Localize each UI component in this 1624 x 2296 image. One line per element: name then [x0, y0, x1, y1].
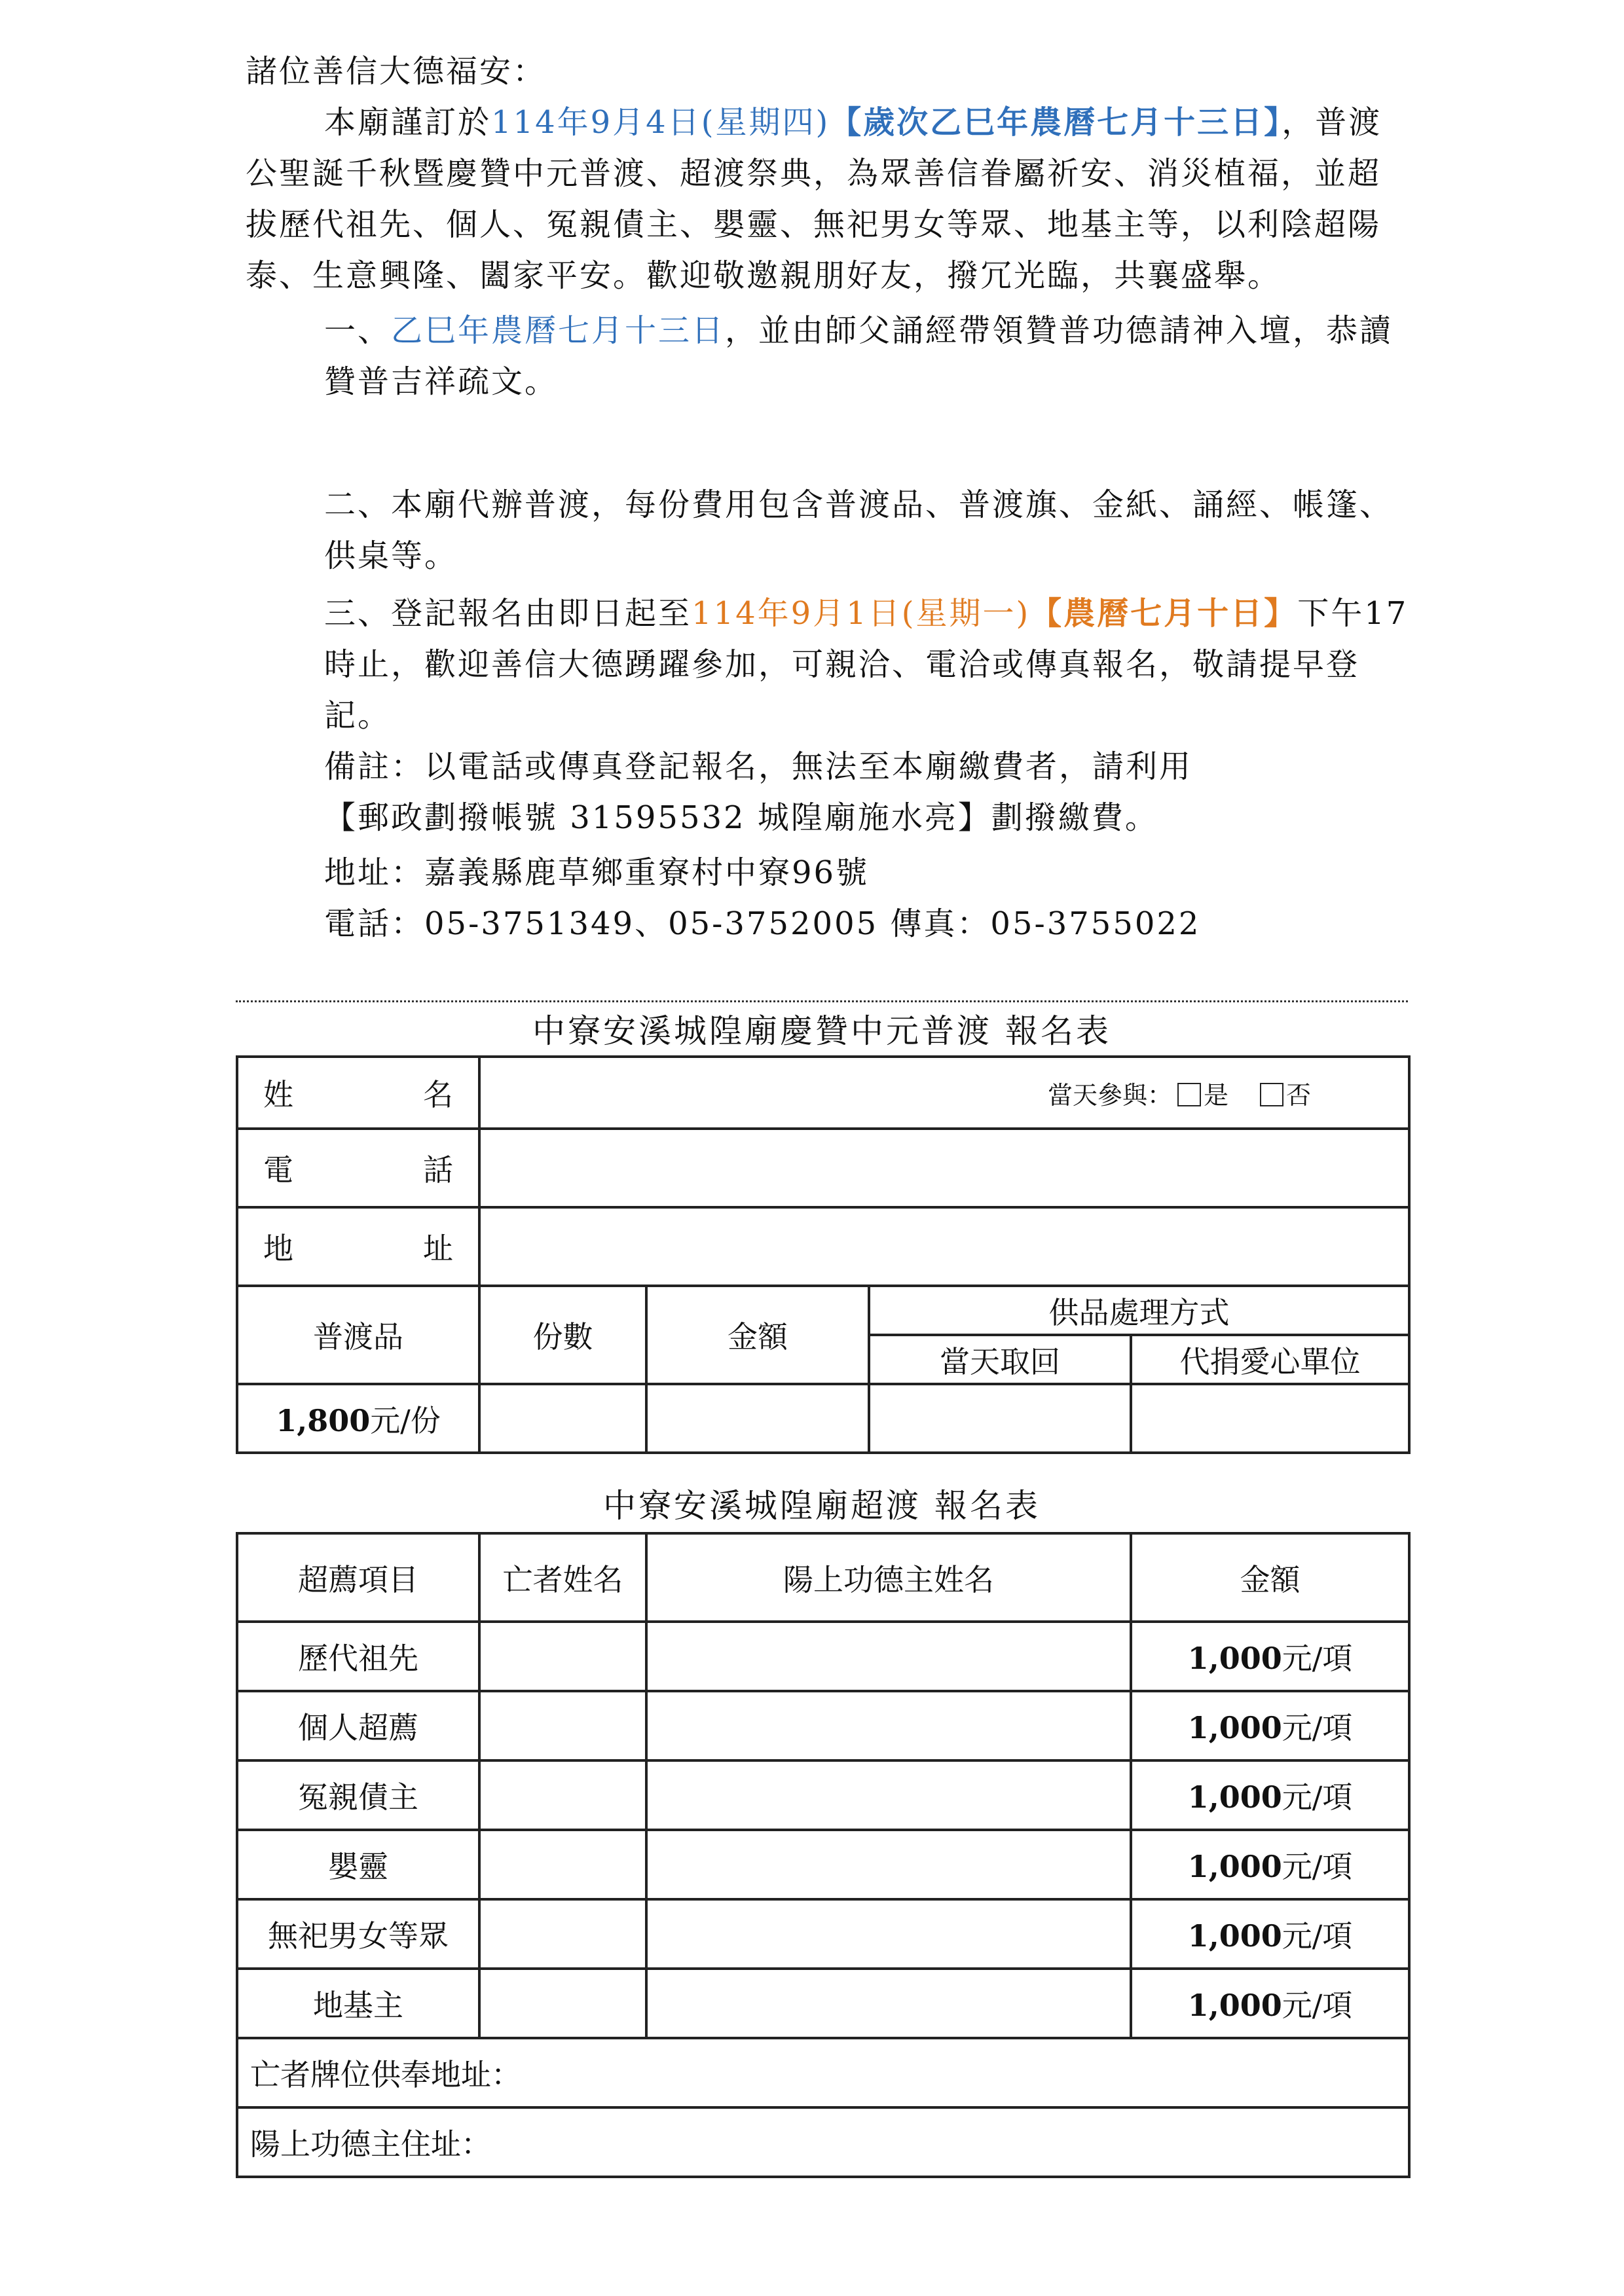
phone-label-char2: 話: [423, 1152, 453, 1188]
paragraph-1: [246, 97, 1411, 301]
intro-text: [246, 46, 1411, 949]
sponsor-field[interactable]: [646, 1760, 1131, 1830]
col-fee-header: 金額: [1131, 1533, 1409, 1622]
offering-price-number: 1,800: [276, 1402, 371, 1438]
event-lunar-date: 【歲次乙巳年農曆七月十三日】: [830, 104, 1282, 141]
pickup-field[interactable]: [869, 1384, 1131, 1453]
ritual-fee-unit: 元/項: [1282, 1849, 1353, 1884]
item-3-body: 下午17時止，歡迎善信大德踴躍參加，可親洽、電洽或傳真報名，敬請提早登記。: [324, 595, 1409, 734]
amount-field[interactable]: [646, 1384, 869, 1453]
table-row: [237, 1691, 1409, 1760]
attend-yes-checkbox[interactable]: [1177, 1083, 1201, 1106]
address-label: [237, 1207, 479, 1286]
item-2: 二、本廟代辦普渡，每份費用包含普渡品、普渡旗、金紙、誦經、帳篷、供桌等。: [324, 486, 1393, 574]
ritual-fee: [1131, 1622, 1409, 1691]
qty-field[interactable]: [479, 1384, 646, 1453]
deceased-field[interactable]: [479, 1622, 646, 1691]
ritual-item: 冤親債主: [237, 1760, 479, 1830]
deceased-field[interactable]: [479, 1899, 646, 1969]
event-date: 114年9月4日(星期四): [491, 104, 830, 141]
phone-label: [237, 1129, 479, 1207]
col-ritual-header: 超薦項目: [237, 1533, 479, 1622]
table-row: [237, 1760, 1409, 1830]
col-handling-header: 供品處理方式: [869, 1286, 1409, 1335]
item-1-prefix: 一、: [324, 312, 392, 349]
deceased-field[interactable]: [479, 1760, 646, 1830]
address-label-char2: 址: [423, 1231, 453, 1266]
note-line-2: 【郵政劃撥帳號 31595532 城隍廟施水亮】劃撥繳費。: [324, 799, 1158, 836]
col-qty-header: 份數: [479, 1286, 646, 1384]
note-line-1: 備註：以電話或傳真登記報名，無法至本廟繳費者，請利用: [324, 748, 1193, 785]
ritual-fee: [1131, 1899, 1409, 1969]
ritual-fee: [1131, 1969, 1409, 2038]
ritual-fee-number: 1,000: [1187, 1918, 1282, 1954]
p1-body: ，普渡公聖誕千秋暨慶贊中元普渡、超渡祭典，為眾善信眷屬祈安、消災植福，並超拔歷代祖先、個人、冤親債主、嬰靈、無祀男女等眾、地基主等，以利陰超陽泰、生意興隆、闔家平安。歡迎敬邀親朋好友，撥冗光臨，共襄盛舉。: [246, 104, 1382, 294]
col-pickup-header: 當天取回: [869, 1335, 1131, 1384]
ritual-fee-number: 1,000: [1187, 1779, 1282, 1815]
ritual-item: 歷代祖先: [237, 1622, 479, 1691]
temple-phone: 電話：05-3751349、05-3752005 傳真：05-3755022: [324, 905, 1201, 942]
form2-table: [236, 1532, 1411, 2178]
sponsor-field[interactable]: [646, 1899, 1131, 1969]
name-label: [237, 1057, 479, 1129]
ritual-item: 無祀男女等眾: [237, 1899, 479, 1969]
address-field[interactable]: [479, 1207, 1409, 1286]
item-1-body: ，並由師父誦經帶領贊普功德請神入壇，恭讀贊普吉祥疏文。: [324, 312, 1393, 400]
ritual-fee-number: 1,000: [1187, 1710, 1282, 1745]
ritual-fee-unit: 元/項: [1282, 1641, 1353, 1676]
deadline-date: 114年9月1日(星期一): [692, 595, 1031, 632]
name-label-char1: 姓: [263, 1077, 293, 1112]
deceased-field[interactable]: [479, 1691, 646, 1760]
table-row: [237, 1830, 1409, 1899]
ritual-fee-unit: 元/項: [1282, 1988, 1353, 2023]
item-3: [246, 588, 1411, 741]
sponsor-address-label: 陽上功德主住址：: [250, 2126, 491, 2162]
offering-price: [237, 1384, 479, 1453]
table-row: [237, 1969, 1409, 2038]
tablet-address-field[interactable]: [237, 2038, 1409, 2107]
temple-address: 地址：嘉義縣鹿草鄉重寮村中寮96號: [324, 854, 870, 891]
col-deceased-header: 亡者姓名: [479, 1533, 646, 1622]
ritual-fee: [1131, 1691, 1409, 1760]
deceased-field[interactable]: [479, 1830, 646, 1899]
donate-field[interactable]: [1131, 1384, 1409, 1453]
table-row: [237, 1899, 1409, 1969]
attend-no-checkbox[interactable]: [1260, 1083, 1283, 1106]
ritual-item: 地基主: [237, 1969, 479, 2038]
ritual-fee-number: 1,000: [1187, 1849, 1282, 1884]
name-field[interactable]: [479, 1057, 1409, 1129]
table-row: [237, 1622, 1409, 1691]
sponsor-field[interactable]: [646, 1830, 1131, 1899]
item-3-lead: 三、登記報名由即日起至: [324, 595, 692, 632]
ritual-fee: [1131, 1760, 1409, 1830]
ritual-item: 嬰靈: [237, 1830, 479, 1899]
ritual-fee-number: 1,000: [1187, 1641, 1282, 1676]
form1-table: [236, 1055, 1411, 1454]
ritual-fee-number: 1,000: [1187, 1988, 1282, 2023]
name-label-char2: 名: [423, 1077, 453, 1112]
phone-label-char1: 電: [263, 1152, 293, 1188]
col-donate-header: 代捐愛心單位: [1131, 1335, 1409, 1384]
form2-title: 中寮安溪城隍廟超渡 報名表: [603, 1487, 1041, 1525]
ritual-fee-unit: 元/項: [1282, 1779, 1353, 1815]
greeting: 諸位善信大德福安：: [246, 53, 547, 90]
deadline-lunar: 【農曆七月十日】: [1030, 595, 1298, 632]
deceased-field[interactable]: [479, 1969, 646, 2038]
attend-no-label: 否: [1286, 1080, 1312, 1110]
sponsor-field[interactable]: [646, 1691, 1131, 1760]
ritual-item: 個人超薦: [237, 1691, 479, 1760]
offering-price-unit: 元/份: [370, 1402, 441, 1438]
form1-title: 中寮安溪城隍廟慶贊中元普渡 報名表: [532, 1012, 1111, 1050]
phone-field[interactable]: [479, 1129, 1409, 1207]
item-1-lunar: 乙巳年農曆七月十三日: [391, 312, 726, 349]
col-sponsor-header: 陽上功德主姓名: [646, 1533, 1131, 1622]
ritual-fee-unit: 元/項: [1282, 1918, 1353, 1954]
sponsor-field[interactable]: [646, 1969, 1131, 2038]
sponsor-address-field[interactable]: [237, 2107, 1409, 2177]
sponsor-field[interactable]: [646, 1622, 1131, 1691]
attend-label: 當天參與：: [1048, 1080, 1173, 1110]
address-label-char1: 地: [263, 1231, 293, 1266]
col-amount-header: 金額: [646, 1286, 869, 1384]
ritual-fee: [1131, 1830, 1409, 1899]
col-item-header: 普渡品: [237, 1286, 479, 1384]
tablet-address-label: 亡者牌位供奉地址：: [250, 2057, 521, 2092]
p1-lead: 本廟謹訂於: [324, 104, 492, 141]
cut-line: [236, 1000, 1408, 1002]
ritual-fee-unit: 元/項: [1282, 1710, 1353, 1745]
attend-yes-label: 是: [1204, 1080, 1229, 1110]
item-1: [246, 305, 1411, 407]
